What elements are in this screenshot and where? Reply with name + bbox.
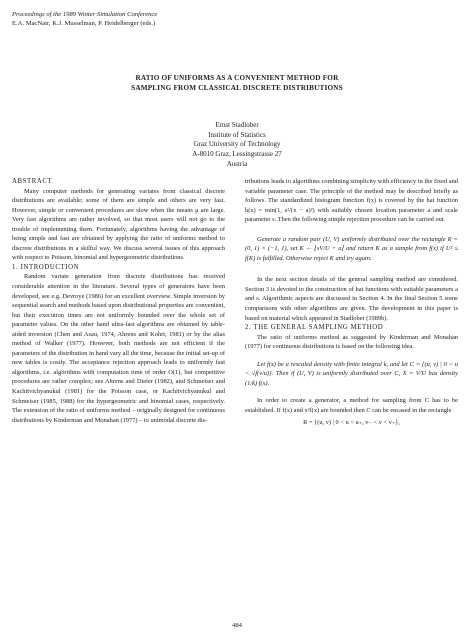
author-institute: Institute of Statistics (208, 130, 266, 139)
author-country: Austria (226, 159, 248, 168)
author-name: Ernst Stadlober (215, 121, 259, 129)
right-column (245, 177, 458, 428)
author-university: Graz University of Technology (193, 140, 281, 149)
abstract-text: Many computer methods for generating variates from classical discrete distributions are available; some of them are simple and others are very fast. However, simple or convenient procedures are slow when the means μ are large. Very fast algorithms are rather involved, so that most users will not go to the trouble of implementing them. Fortunately, algorithms having the advantage of being simple and fast are obtained by applying the ratio of uniforms method to discrete distributions in a skilful way. We discuss several issues of this approach with respect to Poisson, binomial and hypergeometric distributions. (12, 187, 225, 262)
next-section-paragraph: In the next section details of the general sampling method are considered. Section 3 is devoted to the construction of hat functions with suitable parameters a and s. Algorithmic aspects are discussed in Section 4. In the final Section 5 some comparisons with other algorithms are given. The development in this paper is based on material which appeared in Stadlober (1989b). (245, 276, 458, 322)
proceedings-header (12, 10, 157, 28)
abstract-heading: ABSTRACT (12, 178, 53, 185)
editors-line: E.A. MacNair, K.J. Musselman, P. Heidelberger (eds.) (12, 20, 156, 27)
paper-title-line-1: RATIO OF UNIFORMS AS A CONVENIENT METHOD FOR (135, 74, 339, 82)
proceedings-line: Proceedings of the 1989 Winter Simulation Conference (12, 11, 158, 18)
rectangle-paragraph: In order to create a generator, a method for sampling from C has to be established. If f(x) and x²f(x) are bounded then C can be encased in the rectangle (245, 397, 458, 414)
continued-paragraph: tributions leads to algorithms combining simplicity with efficiency in the fixed and variable parameter case. The principle of the method may be described briefly as follows. The standardized histogram function f(x) is covered by the hat function h(x) = min(1, s²/(x − a)²) with suitably chosen location parameter a and scale parameter s. Then the following simple rejection procedure can be carried out. (245, 178, 458, 224)
left-column (12, 177, 225, 425)
introduction-heading: 1. INTRODUCTION (12, 263, 80, 271)
general-sampling-intro: The ratio of uniforms method as suggested by Kinderman and Monahan (1977) for continuous distributions is based on the following idea. (245, 333, 458, 351)
rectangle-equation: R = {(u, v) | 0 < u < u₊, v₋ < v < v₊}, (303, 419, 400, 427)
introduction-text: Random variate generation from discrete distributions has received considerable attention in the literature. Several types of generators have been developed, see e.g. Devroye (1986) for an excellent overview. Simple inversion by sequential search and methods based upon distributional properties are convenient, but their execution times are not uniformly bounded over the whole set of parameter values. On the other hand ultra-fast algorithms are obtained by table-aided inversion (Chen and Asau, 1974, Ahrens and Kohrt, 1981) or by the alias method of Walker (1977). However, both methods are not efficient if the parameters of the distribution in hand vary all the time, because the initial set-up of new tables is costly. The acceptance rejection approach leads to uniformly fast algorithms, i.e. algorithms with computation time of order O(1), but competitive procedures are rather complex; see Ahrens and Dieter (1982), and Schmeiser and Kachitvichyanukul (1981) for the Poisson case, or Kachitvichyanukul and Schmeiser (1985, 1988) for the hypergeometric and binomial cases, respectively. The extension of the ratio of uniforms method – originally designed for continuous distributions by Kinderman and Monahan (1977) – to unimodal discrete dis- (12, 273, 225, 424)
paper-title-line-2: SAMPLING FROM CLASSICAL DISCRETE DISTRIBUTIONS (131, 84, 343, 92)
algorithm-statement: Generate a random pair (U, V) uniformly distributed over the rectangle R = (0, 1) × (−1, 1), set K ← ⌊sV/U + a⌋ and return K as a sample from f(x) if U² ≤ f(K) is fulfilled. Otherwise reject K and try again. (245, 235, 458, 262)
author-block (0, 121, 474, 170)
theorem-statement: Let f(x) be a rescaled density with finite integral k, and let C = {(u, v) | 0 < u < √f(v/u)}. Then if (U, V) is uniformly distributed over C, X = V/U has density (1/k) f(x). (245, 360, 458, 387)
general-sampling-heading: 2. THE GENERAL SAMPLING METHOD (245, 324, 384, 332)
author-address: A-8010 Graz, Lessingstrasse 27 (192, 150, 282, 159)
page-number: 484 (232, 622, 242, 629)
